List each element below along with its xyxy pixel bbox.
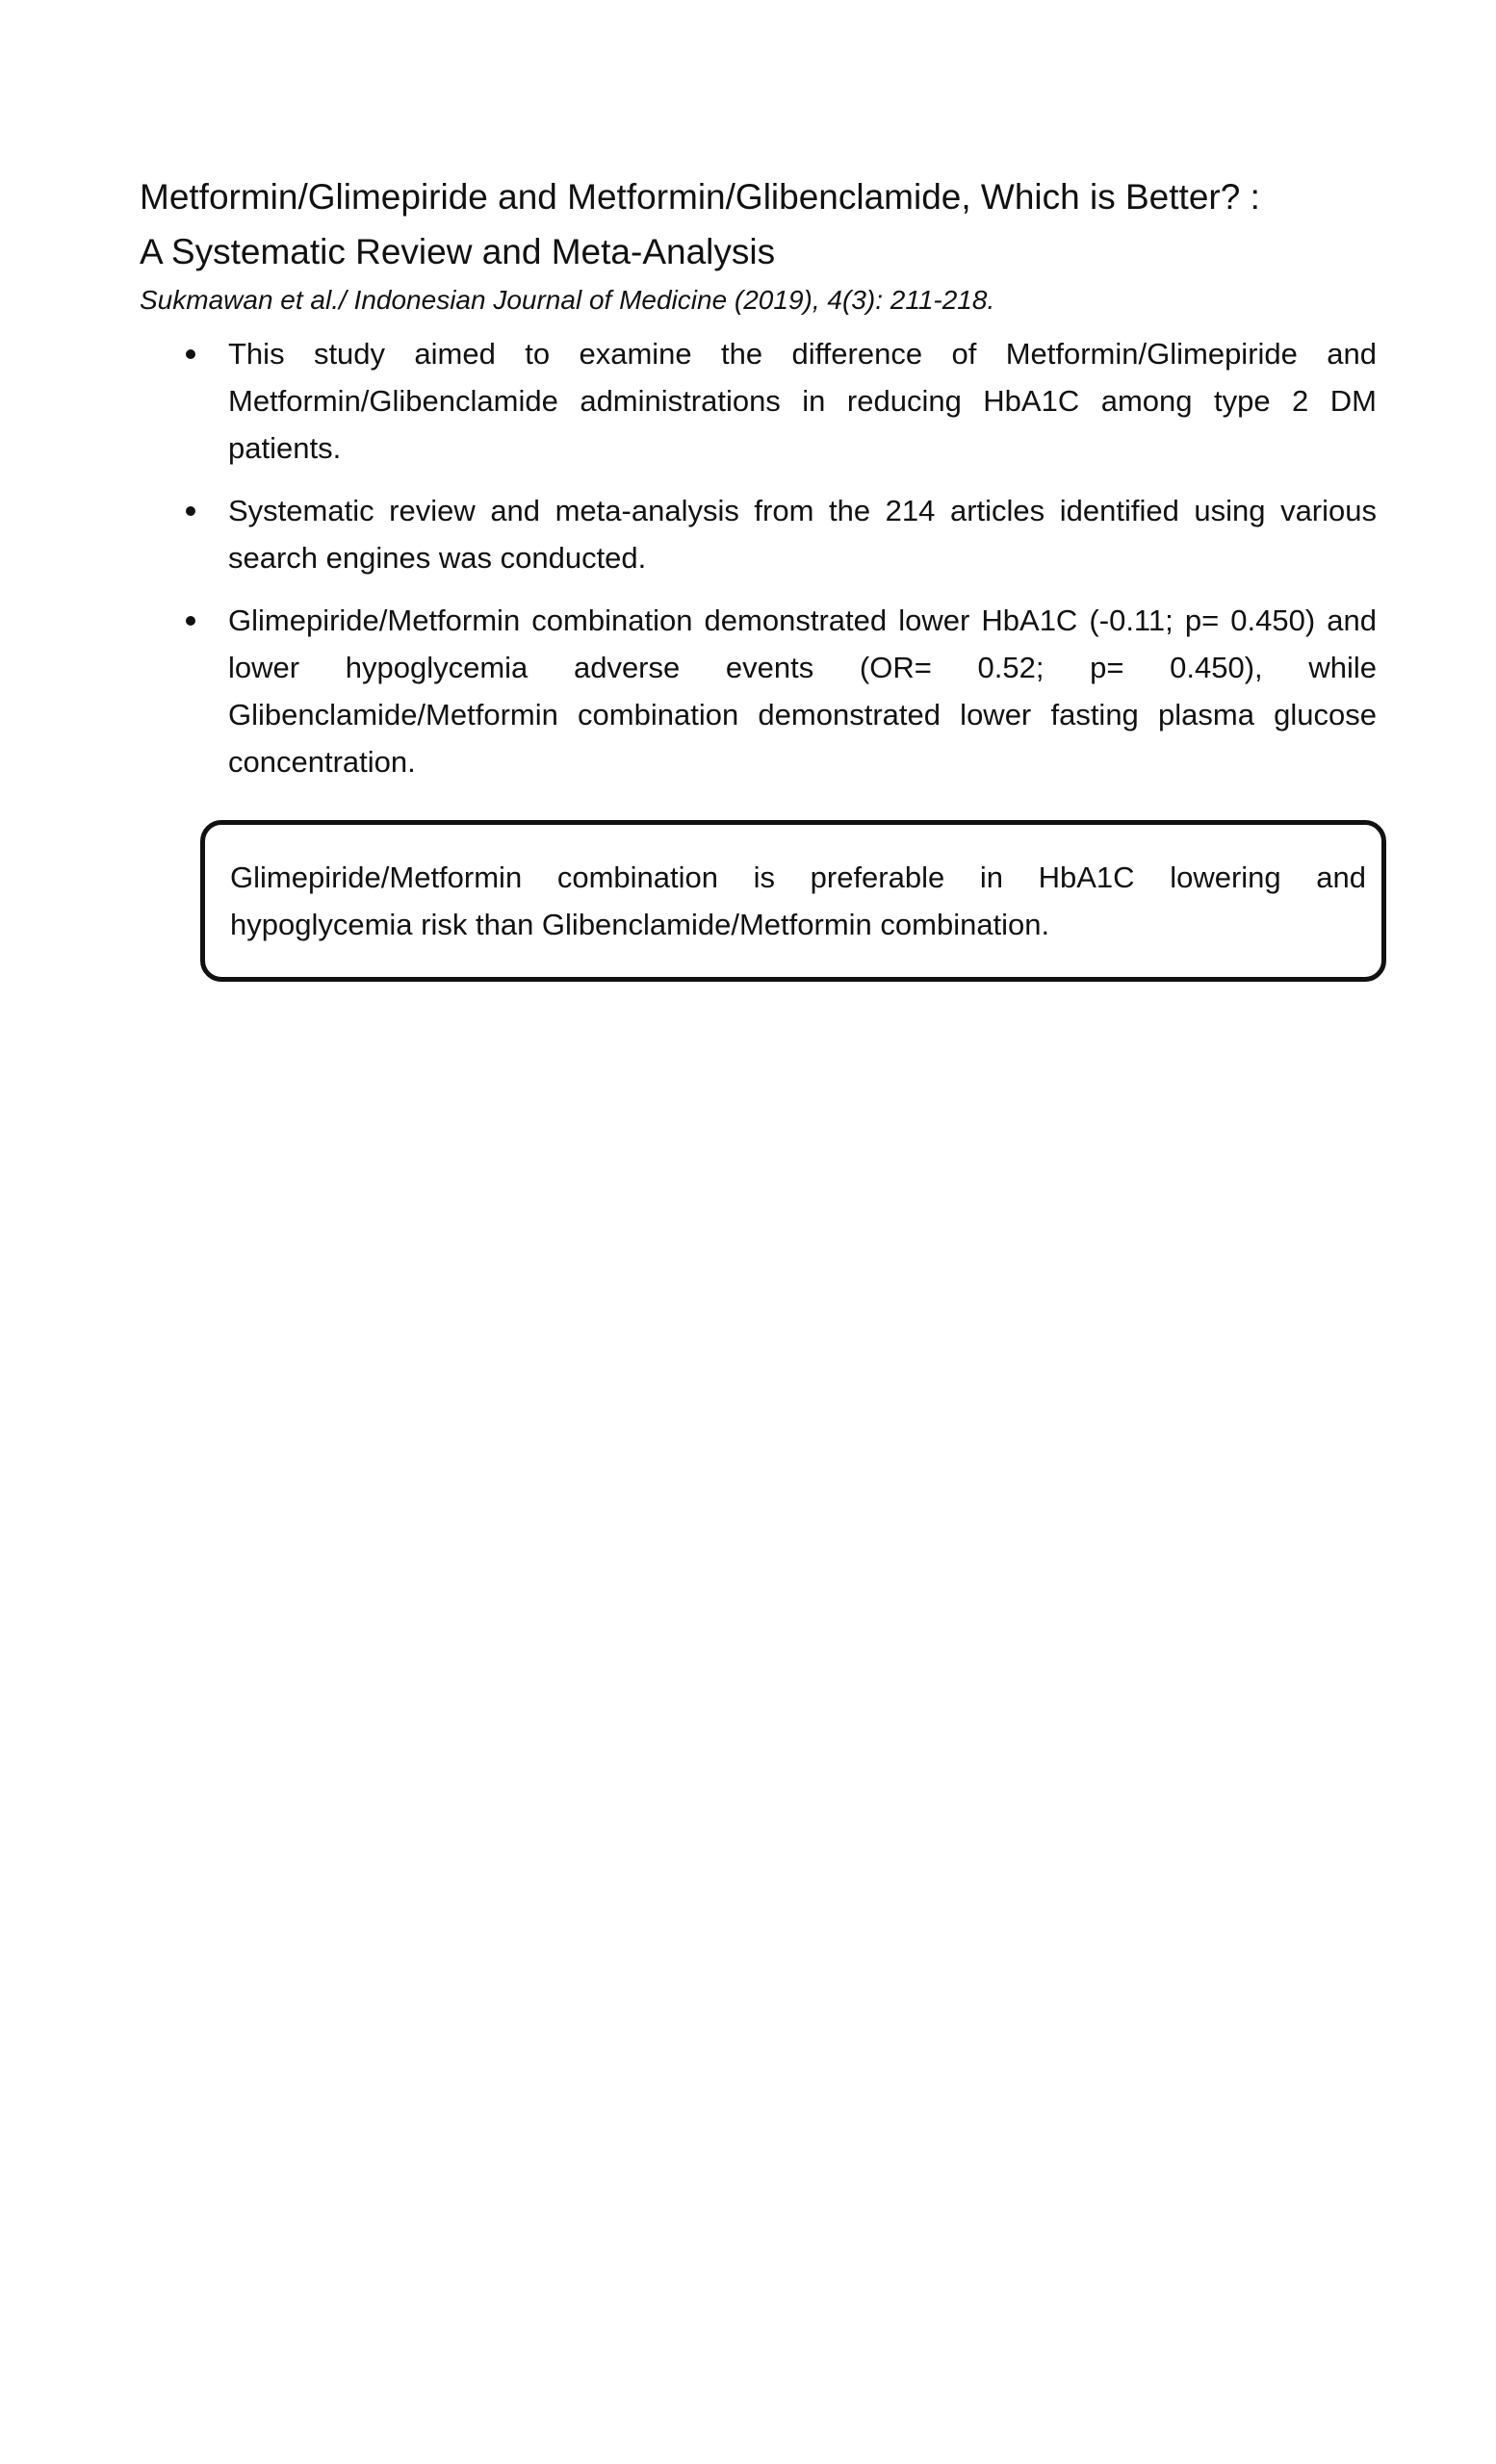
title-line-1: Metformin/Glimepiride and Metformin/Glibenclamide, Which is Better? : — [140, 177, 1260, 217]
key-point-1 — [140, 330, 1377, 472]
key-points-list — [140, 330, 1377, 801]
key-point-1-text: This study aimed to examine the difference of Metformin/Glimepiride and Metformin/Glibenclamide administrations in reducing HbA1C among type 2 DM patients. — [228, 337, 1377, 465]
conclusion-box — [200, 820, 1386, 982]
key-point-3-text: Glimepiride/Metformin combination demonstrated lower HbA1C (-0.11; p= 0.450) and lower hypoglycemia adverse events (OR= 0.52; p= 0.450), while Glibenclamide/Metformin combination demonstrated lower fasting plasma glucose concentration. — [228, 603, 1377, 779]
bullet-icon — [186, 616, 195, 626]
conclusion-text: Glimepiride/Metformin combination is preferable in HbA1C lowering and hypoglycemia risk than Glibenclamide/Metformin combination. — [230, 860, 1366, 941]
bullet-icon — [186, 506, 195, 516]
key-point-2 — [140, 487, 1377, 581]
bullet-icon — [186, 349, 195, 359]
key-point-2-text: Systematic review and meta-analysis from the 214 articles identified using various search engines was conducted. — [228, 494, 1377, 575]
title-line-2: A Systematic Review and Meta-Analysis — [140, 232, 776, 271]
key-point-3 — [140, 597, 1377, 785]
document-title — [140, 169, 1391, 279]
citation: Sukmawan et al./ Indonesian Journal of Medicine (2019), 4(3): 211-218. — [140, 285, 995, 315]
